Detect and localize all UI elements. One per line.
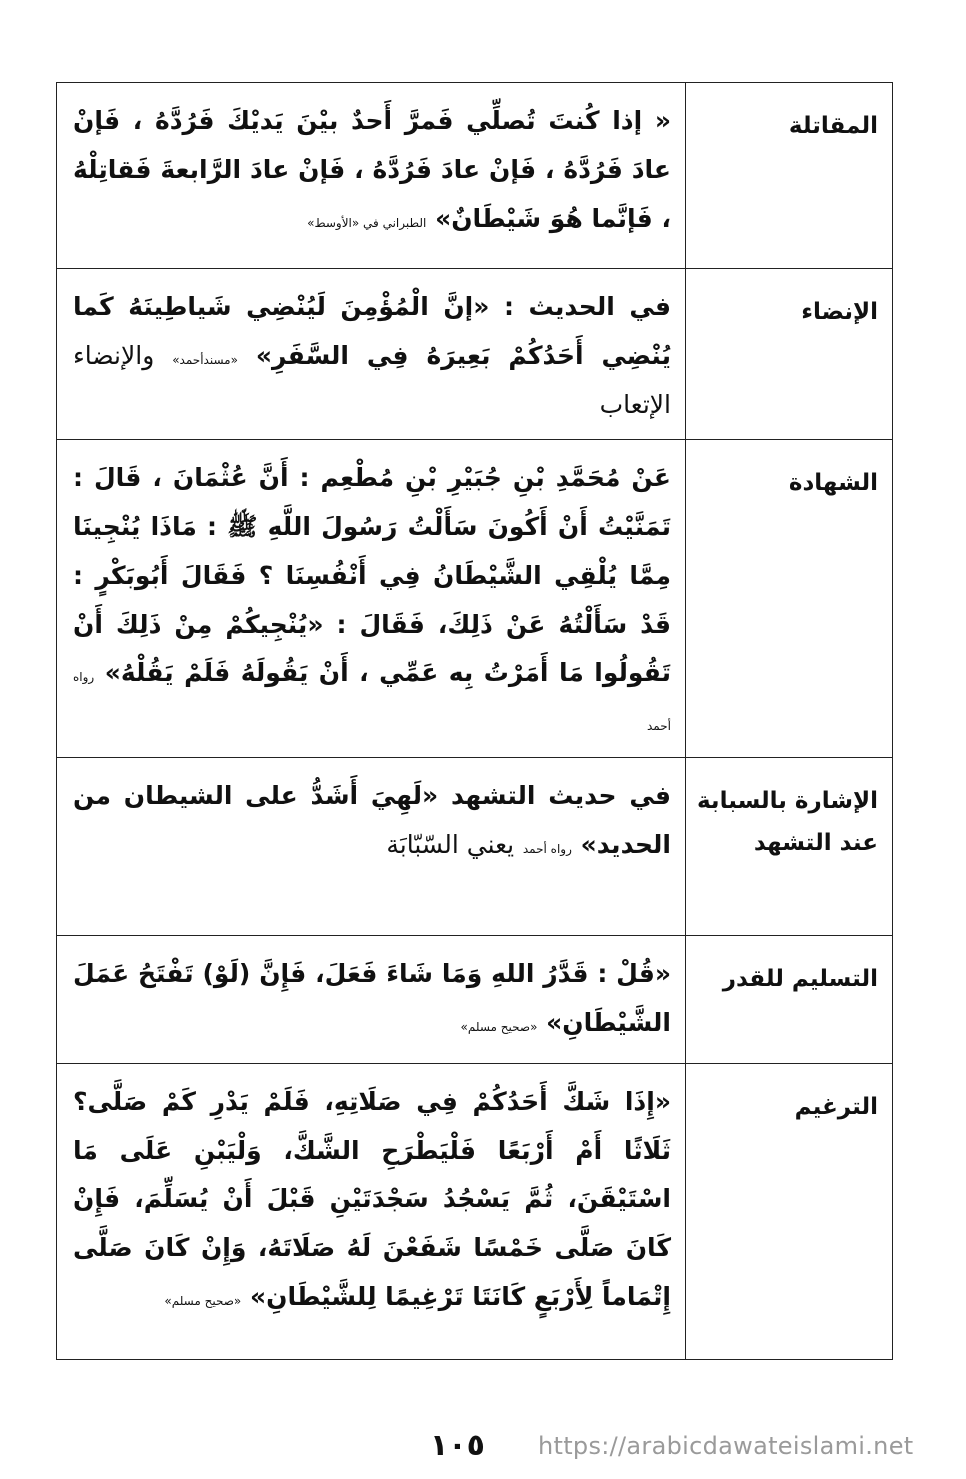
source-url: https://arabicdawateislami.net [538,1432,914,1460]
term-cell: المقاتلة [686,83,893,269]
explanation-text: يعني السّبّابَة [386,829,515,859]
term-cell: الإنضاء [686,269,893,440]
hadith-text: «إِذَا شَكَّ أَحَدُكُمْ فِي صَلَاتِهِ، فَلَمْ يَدْرِ كَمْ صَلَّى؟ ثَلَاثًا أَمْ أَرْبَعًا فَلْيَطْرَحِ الشَّكَّ، وَلْيَبْنِ عَلَى مَا اسْتَيْقَنَ، ثُمَّ يَسْجُدُ سَجْدَتَيْنِ قَبْلَ أَنْ يُسَلِّمَ، فَإِنْ كَانَ صَلَّى خَمْسًا شَفَعْنَ لَهُ صَلَاتَهُ، وَإِنْ كَانَ صَلَّى إِتْمَاماً لِأَرْبَعٍ كَانَتَا تَرْغِيمًا لِلشَّيْطَانِ» [73,1086,671,1311]
source-note: الطبراني في «الأوسط» [307,215,427,230]
source-note: «مسندأحمد» [172,352,238,367]
term-cell: التسليم للقدر [686,935,893,1063]
terms-table [56,82,893,1360]
source-note: رواه أحمد [522,841,572,856]
page-number: ١٠٥ [430,1428,485,1463]
text-cell [57,757,686,935]
text-cell [57,269,686,440]
hadith-text: عَنْ مُحَمَّدِ بْنِ جُبَيْرِ بْنِ مُطْعِم : أَنَّ عُثْمَانَ ، قَالَ : تَمَنَّيْتُ أَنْ أَكُونَ سَأَلْتُ رَسُولَ اللَّهِ ﷺ : مَاذَا يُنْجِينَا مِمَّا يُلْقِي الشَّيْطَانُ فِي أَنْفُسِنَا ؟ فَقَالَ أَبُوبَكْرٍ : قَدْ سَأَلْتُهُ عَنْ ذَلِكَ، فَقَالَ : «يُنْجِيكُمْ مِنْ ذَلِكَ أَنْ تَقُولُوا مَا أَمَرْتُ بِه عَمِّي ، أَنْ يَقُولَهُ فَلَمْ يَقُلْهُ» [73,463,671,688]
hadith-text: في حديث التشهد «لَهِيَ أَشَدُّ على الشيطان من الحديد» [73,780,671,859]
source-note: «صحيح مسلم» [164,1293,242,1308]
table-row [57,440,893,758]
explanation-text: والإنضاء الإتعاب [73,340,671,419]
source-note: «صحيح مسلم» [460,1019,538,1034]
table-row [57,757,893,935]
table-row [57,269,893,440]
text-cell [57,440,686,758]
hadith-text: «قُلْ : قَدَّرُ اللهِ وَمَا شَاءَ فَعَلَ، فَإِنَّ (لَوْ) تَفْتَحُ عَمَلَ الشَّيْطَانِ» [73,958,671,1037]
text-cell [57,1063,686,1359]
term-cell: الإشارة بالسبابة عند التشهد [686,757,893,935]
table-row [57,83,893,269]
term-cell: الترغيم [686,1063,893,1359]
table-row [57,935,893,1063]
hadith-text: « إذا كُنتَ تُصلِّي فَمرَّ أَحدٌ بيْنَ يَديْكَ فَرُدَّهُ ، فَإنْ عادَ فَرُدَّهُ ، فَإنْ عادَ فَرُدَّهُ ، فَإنْ عادَ الرَّابعةَ فَقاتِلْهُ ، فَإنَّما هُوَ شَيْطَانٌ» [73,106,671,233]
text-cell [57,935,686,1063]
table-row [57,1063,893,1359]
text-cell [57,83,686,269]
term-cell: الشهادة [686,440,893,758]
hadith-text: في الحديث : «إنَّ الْمُؤْمِنَ لَيُنْضِي شَياطِينَهُ كَما يُنْضِي أَحَدُكُمْ بَعِيرَهُ فِي السَّفَرِ» [73,292,671,370]
source-note: رواه أحمد [73,670,671,733]
